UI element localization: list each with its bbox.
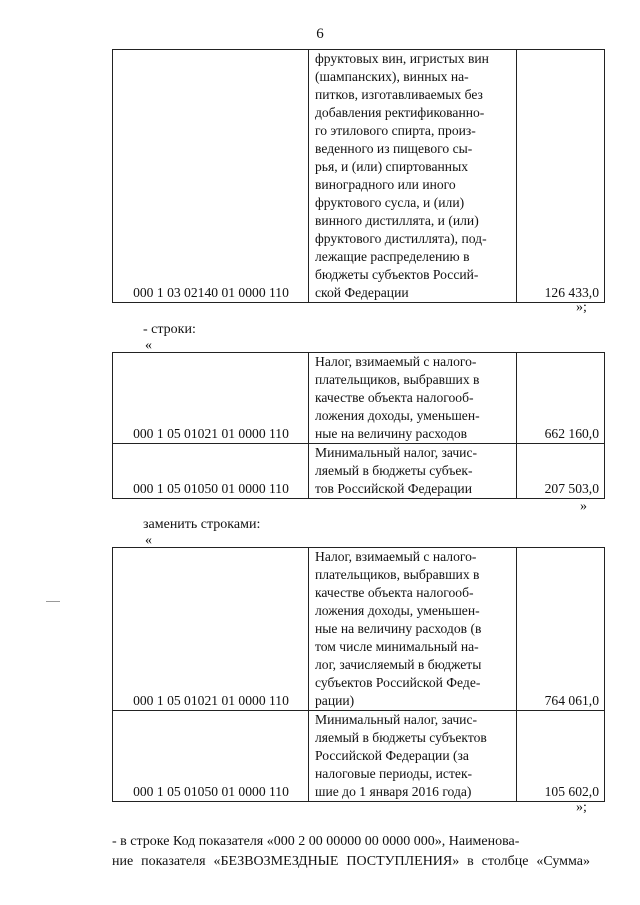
row-sum: 207 503,0 — [517, 444, 605, 499]
table-continued — [112, 49, 605, 303]
table-old-rows — [112, 352, 605, 499]
open-quote: « — [145, 533, 152, 548]
margin-mark — [46, 601, 60, 602]
table-new-rows — [112, 547, 605, 802]
row-sum: 105 602,0 — [517, 711, 605, 802]
row-code: 000 1 05 01050 01 0000 110 — [113, 711, 309, 802]
row-sum: 662 160,0 — [517, 353, 605, 444]
close-quote: »; — [576, 300, 587, 315]
final-paragraph-line-1: - в строке Код показателя «000 2 00 00000 00 0000 000», Наименова- — [112, 834, 520, 849]
row-name: Минимальный налог, зачис- ляемый в бюджеты субъек- тов Российской Федерации — [309, 444, 517, 499]
rows-intro: - строки: — [143, 322, 196, 337]
open-quote: « — [145, 338, 152, 353]
table-row — [113, 353, 605, 444]
table-row — [113, 444, 605, 499]
row-code: 000 1 03 02140 01 0000 110 — [113, 50, 309, 303]
table-row — [113, 711, 605, 802]
page-number: 6 — [316, 26, 324, 42]
row-name: Налог, взимаемый с налого- плательщиков, выбравших в качестве объекта налогооб- ложения доходы, уменьшен- ные на величину расходов — [309, 353, 517, 444]
row-name: фруктовых вин, игристых вин (шампанских), винных на- питков, изготавливаемых без добавления ректификованно- го этилового спирта, произ- веденного из пищевого сы- рья, и (или) спиртованных виноградного или иного фруктового сусла, и (или) винного дистиллята, и (или) фруктового дистиллята), под- лежащие распределению в бюджеты субъектов Россий- ской Федерации — [309, 50, 517, 303]
row-name: Минимальный налог, зачис- ляемый в бюджеты субъектов Российской Федерации (за налоговые периоды, истек- шие до 1 января 2016 года) — [309, 711, 517, 802]
close-quote: »; — [576, 800, 587, 815]
table-row — [113, 548, 605, 711]
row-code: 000 1 05 01021 01 0000 110 — [113, 548, 309, 711]
row-name: Налог, взимаемый с налого- плательщиков, выбравших в качестве объекта налогооб- ложения доходы, уменьшен- ные на величину расходов (в том числе минимальный на- лог, зачисляемый в бюджеты субъектов Российской Феде- рации) — [309, 548, 517, 711]
close-quote: » — [580, 499, 587, 514]
replace-intro: заменить строками: — [143, 517, 261, 532]
row-sum: 126 433,0 — [517, 50, 605, 303]
row-code: 000 1 05 01021 01 0000 110 — [113, 353, 309, 444]
row-sum: 764 061,0 — [517, 548, 605, 711]
table-row — [113, 50, 605, 303]
final-paragraph-line-2: ние показателя «БЕЗВОЗМЕЗДНЫЕ ПОСТУПЛЕНИЯ» в столбце «Сумма» — [112, 854, 590, 869]
row-code: 000 1 05 01050 01 0000 110 — [113, 444, 309, 499]
